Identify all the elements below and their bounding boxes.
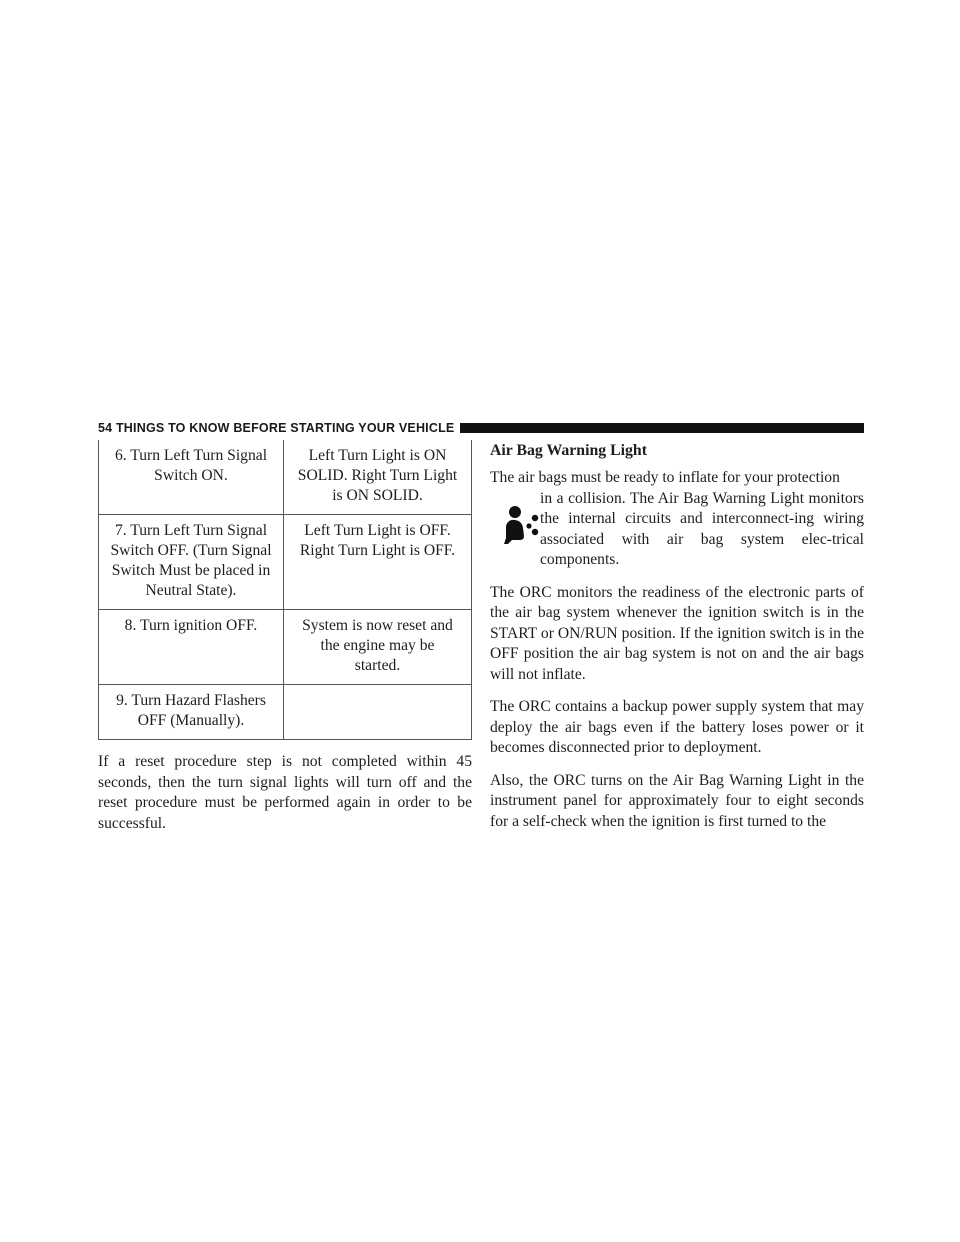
airbag-intro-rest: in a collision. The Air Bag Warning Light monitors the internal circuits and interconnect-ing wiring associated with air bag system elec-trical components. — [540, 489, 864, 568]
step-cell — [99, 610, 284, 685]
step-line: 8. Turn ignition OFF. — [124, 617, 258, 634]
step-line: 7. Turn Left Turn Signal — [114, 522, 268, 539]
step-line: 6. Turn Left Turn Signal — [114, 447, 268, 464]
result-line: Right Turn Light is OFF. — [299, 542, 456, 559]
right-column — [490, 440, 864, 844]
step-line: Switch Must be placed in — [111, 562, 271, 579]
section-heading: Air Bag Warning Light — [490, 442, 647, 459]
table-row — [99, 685, 472, 740]
airbag-warning-icon — [502, 504, 542, 548]
step-line: Neutral State). — [145, 582, 237, 599]
result-line: Left Turn Light is OFF. — [304, 522, 451, 539]
result-line: System is now reset and — [302, 617, 453, 634]
table-row — [99, 610, 472, 685]
orc-backup-paragraph: The ORC contains a backup power supply system that may deploy the air bags even if the battery loses power or it becomes disconnected prior to deployment. — [490, 698, 864, 756]
result-line: SOLID. Right Turn Light — [297, 467, 458, 484]
step-cell — [99, 440, 284, 515]
page-header-title: 54 THINGS TO KNOW BEFORE STARTING YOUR VEHICLE — [98, 421, 455, 435]
page-header — [98, 418, 864, 438]
step-line: 9. Turn Hazard Flashers — [116, 692, 266, 709]
orc-selfcheck-paragraph: Also, the ORC turns on the Air Bag Warning Light in the instrument panel for approximately four to eight seconds for a self-check when the ignition is first turned to the — [490, 771, 864, 830]
step-cell — [99, 685, 284, 740]
left-column — [98, 440, 472, 834]
step-cell — [99, 515, 284, 610]
step-line: Switch OFF. (Turn Signal — [110, 542, 272, 559]
result-line: Left Turn Light is ON — [308, 447, 447, 464]
result-cell — [284, 685, 472, 740]
orc-readiness-paragraph: The ORC monitors the readiness of the electronic parts of the air bag system whenever the ignition switch is in the START or ON/RUN position. If the ignition switch is in the OFF position the air bag system is not on and the air bags will not inflate. — [490, 583, 864, 683]
header-rule — [460, 423, 864, 433]
result-cell — [284, 515, 472, 610]
airbag-intro-first-line: The air bags must be ready to inflate for your protection — [490, 469, 840, 486]
airbag-intro-paragraph — [490, 468, 864, 571]
result-cell — [284, 610, 472, 685]
result-line: is ON SOLID. — [332, 487, 423, 504]
reset-procedure-table — [98, 440, 472, 740]
result-line: started. — [354, 657, 401, 674]
table-row — [99, 515, 472, 610]
airbag-intro-block — [490, 468, 864, 571]
reset-timeout-paragraph: If a reset procedure step is not completed within 45 seconds, then the turn signal lights will turn off and the reset procedure must be performed again in order to be successful. — [98, 753, 472, 832]
step-line: Switch ON. — [154, 467, 228, 484]
result-line: the engine may be — [320, 637, 435, 654]
step-line: OFF (Manually). — [137, 712, 245, 729]
result-cell — [284, 440, 472, 515]
table-row — [99, 440, 472, 515]
